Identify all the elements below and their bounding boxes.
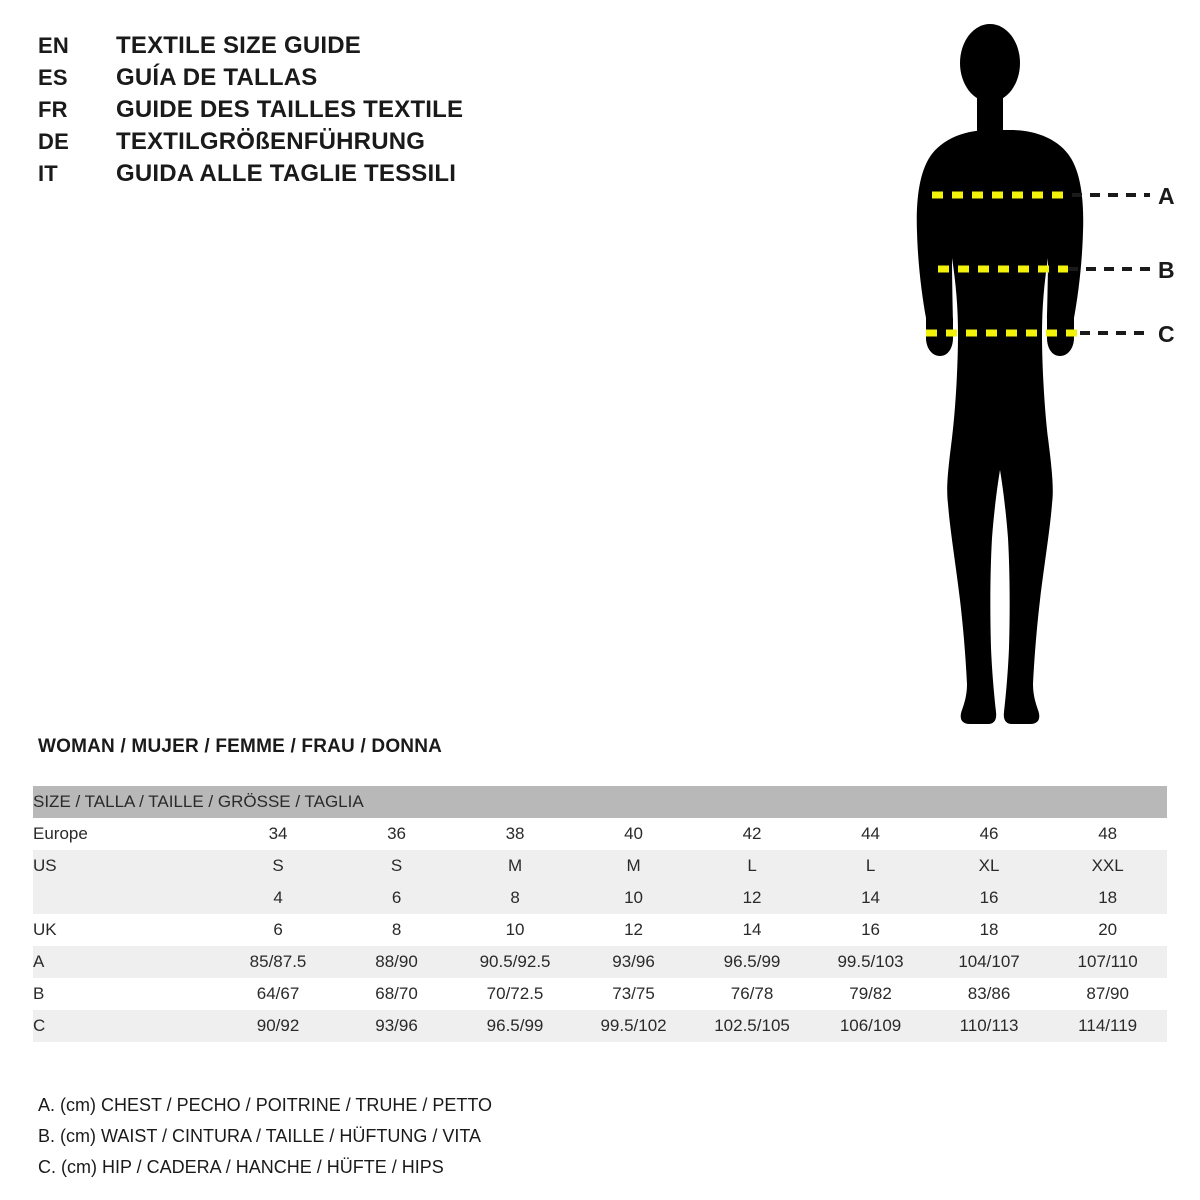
- row-label-c: C: [33, 1010, 219, 1042]
- cell-us-6: XL: [930, 850, 1049, 882]
- size-table: [33, 786, 1167, 1042]
- cell-europe-7: 48: [1048, 818, 1167, 850]
- cell-c-2: 96.5/99: [456, 1010, 575, 1042]
- cell-europe-6: 46: [930, 818, 1049, 850]
- title-row: [38, 158, 598, 190]
- table-row: [33, 1010, 1167, 1042]
- title-text-en: TEXTILE SIZE GUIDE: [116, 32, 361, 59]
- cell-a-2: 90.5/92.5: [456, 946, 575, 978]
- table-header-row: [33, 786, 1167, 818]
- cell-usnum-0: 4: [219, 882, 338, 914]
- cell-c-7: 114/119: [1048, 1010, 1167, 1042]
- row-label-us-numeric: [33, 882, 219, 914]
- cell-us-0: S: [219, 850, 338, 882]
- cell-usnum-1: 6: [337, 882, 456, 914]
- cell-europe-4: 42: [693, 818, 812, 850]
- section-label-woman: WOMAN / MUJER / FEMME / FRAU / DONNA: [38, 736, 443, 757]
- table-row: [33, 882, 1167, 914]
- silhouette-shape: [917, 24, 1083, 724]
- title-block: [38, 30, 598, 190]
- title-lang-en: EN: [38, 33, 69, 58]
- callout-letter-a: A: [1158, 183, 1175, 209]
- legend-line-a: A. (cm) CHEST / PECHO / POITRINE / TRUHE / PETTO: [38, 1095, 493, 1115]
- cell-us-5: L: [811, 850, 930, 882]
- table-row: [33, 914, 1167, 946]
- cell-usnum-2: 8: [456, 882, 575, 914]
- cell-us-4: L: [693, 850, 812, 882]
- title-row: [38, 94, 598, 126]
- cell-usnum-5: 14: [811, 882, 930, 914]
- cell-uk-1: 8: [337, 914, 456, 946]
- cell-a-5: 99.5/103: [811, 946, 930, 978]
- cell-usnum-4: 12: [693, 882, 812, 914]
- cell-usnum-7: 18: [1048, 882, 1167, 914]
- legend-line-c: C. (cm) HIP / CADERA / HANCHE / HÜFTE / HIPS: [38, 1157, 444, 1177]
- row-label-b: B: [33, 978, 219, 1010]
- table-row: [33, 978, 1167, 1010]
- cell-c-4: 102.5/105: [693, 1010, 812, 1042]
- cell-europe-1: 36: [337, 818, 456, 850]
- cell-usnum-3: 10: [574, 882, 693, 914]
- legend-line-b: B. (cm) WAIST / CINTURA / TAILLE / HÜFTUNG / VITA: [38, 1126, 482, 1146]
- title-text-de: TEXTILGRÖßENFÜHRUNG: [116, 128, 426, 155]
- title-lang-fr: FR: [38, 97, 68, 122]
- cell-a-4: 96.5/99: [693, 946, 812, 978]
- cell-europe-2: 38: [456, 818, 575, 850]
- table-header-label: SIZE / TALLA / TAILLE / GRÖSSE / TAGLIA: [33, 786, 1167, 818]
- cell-a-3: 93/96: [574, 946, 693, 978]
- row-label-a: A: [33, 946, 219, 978]
- callout-letter-c: C: [1158, 321, 1175, 347]
- title-row: [38, 62, 598, 94]
- cell-b-7: 87/90: [1048, 978, 1167, 1010]
- cell-c-1: 93/96: [337, 1010, 456, 1042]
- cell-b-6: 83/86: [930, 978, 1049, 1010]
- cell-uk-5: 16: [811, 914, 930, 946]
- table-row: [33, 946, 1167, 978]
- callout-letter-b: B: [1158, 257, 1175, 283]
- cell-a-0: 85/87.5: [219, 946, 338, 978]
- cell-b-2: 70/72.5: [456, 978, 575, 1010]
- title-lang-de: DE: [38, 129, 69, 154]
- cell-c-3: 99.5/102: [574, 1010, 693, 1042]
- cell-c-5: 106/109: [811, 1010, 930, 1042]
- title-lang-es: ES: [38, 65, 68, 90]
- cell-usnum-6: 16: [930, 882, 1049, 914]
- cell-a-1: 88/90: [337, 946, 456, 978]
- table-row: [33, 850, 1167, 882]
- cell-us-3: M: [574, 850, 693, 882]
- title-text-fr: GUIDE DES TAILLES TEXTILE: [116, 96, 464, 123]
- cell-a-6: 104/107: [930, 946, 1049, 978]
- cell-uk-6: 18: [930, 914, 1049, 946]
- cell-uk-4: 14: [693, 914, 812, 946]
- size-table-wrapper: [33, 786, 1167, 1042]
- cell-uk-2: 10: [456, 914, 575, 946]
- title-text-es: GUÍA DE TALLAS: [116, 64, 318, 91]
- cell-b-4: 76/78: [693, 978, 812, 1010]
- cell-europe-3: 40: [574, 818, 693, 850]
- title-row: [38, 30, 598, 62]
- row-label-europe: Europe: [33, 818, 219, 850]
- title-row: [38, 126, 598, 158]
- table-row: [33, 818, 1167, 850]
- cell-us-1: S: [337, 850, 456, 882]
- cell-a-7: 107/110: [1048, 946, 1167, 978]
- cell-c-6: 110/113: [930, 1010, 1049, 1042]
- row-label-uk: UK: [33, 914, 219, 946]
- cell-c-0: 90/92: [219, 1010, 338, 1042]
- title-text-it: GUIDA ALLE TAGLIE TESSILI: [116, 160, 457, 187]
- cell-uk-7: 20: [1048, 914, 1167, 946]
- cell-europe-5: 44: [811, 818, 930, 850]
- row-label-us: US: [33, 850, 219, 882]
- legend-block: [38, 1090, 738, 1183]
- cell-uk-0: 6: [219, 914, 338, 946]
- cell-uk-3: 12: [574, 914, 693, 946]
- cell-b-1: 68/70: [337, 978, 456, 1010]
- cell-us-7: XXL: [1048, 850, 1167, 882]
- cell-b-0: 64/67: [219, 978, 338, 1010]
- cell-b-5: 79/82: [811, 978, 930, 1010]
- title-lang-it: IT: [38, 161, 58, 186]
- female-silhouette-figure: [860, 18, 1180, 738]
- cell-b-3: 73/75: [574, 978, 693, 1010]
- cell-us-2: M: [456, 850, 575, 882]
- cell-europe-0: 34: [219, 818, 338, 850]
